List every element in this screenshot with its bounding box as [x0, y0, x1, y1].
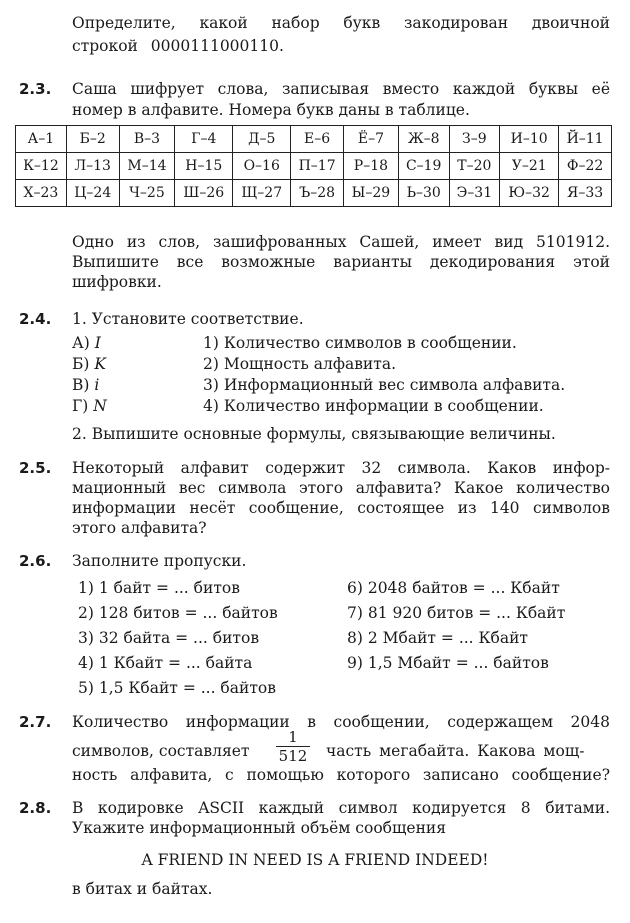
match-left-c [72, 376, 99, 394]
table-cell: Ъ–28 [291, 180, 344, 207]
table-cell: К–12 [16, 153, 67, 180]
table-cell: Я–33 [559, 180, 612, 207]
match-symbol: K [94, 355, 106, 373]
table-cell: Ц–24 [66, 180, 119, 207]
table-cell: Ы–29 [343, 180, 398, 207]
problem-number-2-8: 2.8. [19, 799, 52, 817]
problem-2-5-line-3: информации несёт сообщение, состоящее из 140 символов [72, 499, 610, 517]
problem-number-2-4: 2.4. [19, 310, 52, 328]
intro-line-1: Определите, какой набор букв закодирован двоичной [72, 14, 610, 32]
fraction-numerator: 1 [276, 729, 310, 747]
match-left-a [72, 334, 101, 352]
table-cell: Б–2 [66, 126, 119, 153]
table-cell: Х–23 [16, 180, 67, 207]
table-cell: Ь–30 [398, 180, 449, 207]
alphabet-table [15, 125, 612, 207]
table-cell: О–16 [233, 153, 291, 180]
problem-2-3-after-1: Одно из слов, зашифрованных Сашей, имеет вид 5101912. [72, 233, 610, 251]
table-cell: Р–18 [343, 153, 398, 180]
table-cell: П–17 [291, 153, 344, 180]
fill-item-6: 6) 2048 байтов = ... Кбайт [347, 579, 560, 597]
problem-2-3-after-2: Выпишите все возможные варианты декодирования этой [72, 253, 610, 271]
fill-item-2: 2) 128 битов = ... байтов [78, 604, 278, 622]
table-row [16, 126, 612, 153]
problem-number-2-5: 2.5. [19, 459, 52, 477]
problem-number-2-6: 2.6. [19, 552, 52, 570]
fill-item-9: 9) 1,5 Мбайт = ... байтов [347, 654, 549, 672]
table-cell: Ж–8 [398, 126, 449, 153]
match-symbol: i [94, 376, 100, 394]
match-symbol: I [94, 334, 101, 352]
fill-item-8: 8) 2 Мбайт = ... Кбайт [347, 629, 528, 647]
table-cell: Э–31 [449, 180, 500, 207]
table-cell: Л–13 [66, 153, 119, 180]
table-cell: У–21 [500, 153, 559, 180]
quote-message: A FRIEND IN NEED IS A FRIEND INDEED! [141, 851, 489, 869]
table-cell: С–19 [398, 153, 449, 180]
problem-2-7-line-2a: символов, составляет [72, 742, 250, 760]
problem-2-5-line-2: мационный вес символа этого алфавита? Какое количество [72, 479, 610, 497]
problem-2-3-line-2: номер в алфавите. Номера букв даны в таблице. [72, 101, 470, 119]
problem-2-8-line-2: Укажите информационный объём сообщения [72, 819, 447, 837]
fill-item-3: 3) 32 байта = ... битов [78, 629, 260, 647]
table-cell: Ч–25 [119, 180, 175, 207]
match-label: Б) [72, 355, 90, 373]
table-cell: Д–5 [233, 126, 291, 153]
match-right-1: 1) Количество символов в сообщении. [203, 334, 517, 352]
problem-2-7-line-3: ность алфавита, с помощью которого записано сообщение? [72, 766, 610, 784]
match-right-2: 2) Мощность алфавита. [203, 355, 396, 373]
table-cell: Н–15 [175, 153, 233, 180]
match-left-b [72, 355, 106, 373]
table-cell: Г–4 [175, 126, 233, 153]
problem-2-5-line-4: этого алфавита? [72, 519, 207, 537]
table-cell: В–3 [119, 126, 175, 153]
table-cell: Ю–32 [500, 180, 559, 207]
problem-2-7-line-1: Количество информации в сообщении, содержащем 2048 [72, 713, 610, 731]
match-right-3: 3) Информационный вес символа алфавита. [203, 376, 566, 394]
fraction [276, 729, 310, 765]
table-cell: Ф–22 [559, 153, 612, 180]
table-cell: М–14 [119, 153, 175, 180]
problem-2-5-line-1: Некоторый алфавит содержит 32 символа. Каков инфор- [72, 459, 610, 477]
problem-2-3-line-1: Саша шифрует слова, записывая вместо каждой буквы её [72, 80, 610, 98]
match-left-d [72, 397, 107, 415]
match-symbol: N [93, 397, 107, 415]
fill-item-4: 4) 1 Кбайт = ... байта [78, 654, 253, 672]
table-row [16, 180, 612, 207]
problem-number-2-3: 2.3. [19, 80, 52, 98]
fill-item-7: 7) 81 920 битов = ... Кбайт [347, 604, 566, 622]
table-cell: И–10 [500, 126, 559, 153]
match-label: Г) [72, 397, 89, 415]
match-right-4: 4) Количество информации в сообщении. [203, 397, 544, 415]
fill-item-1: 1) 1 байт = ... битов [78, 579, 240, 597]
problem-2-6-title: Заполните пропуски. [72, 552, 247, 570]
problem-2-8-line-3: в битах и байтах. [72, 880, 213, 898]
table-cell: Е–6 [291, 126, 344, 153]
table-cell: З–9 [449, 126, 500, 153]
fraction-denominator: 512 [278, 747, 308, 765]
table-cell: Т–20 [449, 153, 500, 180]
problem-2-7-line-2b: часть мегабайта. Какова мощ- [326, 742, 585, 760]
table-row [16, 153, 612, 180]
intro-line-2: строкой 0000111000110. [72, 37, 284, 55]
problem-2-3-after-3: шифровки. [72, 273, 162, 291]
table-cell: Ё–7 [343, 126, 398, 153]
table-cell: Й–11 [559, 126, 612, 153]
problem-number-2-7: 2.7. [19, 713, 52, 731]
table-cell: А–1 [16, 126, 67, 153]
fill-item-5: 5) 1,5 Кбайт = ... байтов [78, 679, 276, 697]
problem-2-4-task-1: 1. Установите соответствие. [72, 310, 304, 328]
problem-2-8-line-1: В кодировке ASCII каждый символ кодируется 8 битами. [72, 799, 610, 817]
problem-2-4-task-2: 2. Выпишите основные формулы, связывающие величины. [72, 425, 556, 443]
match-label: А) [72, 334, 90, 352]
table-cell: Щ–27 [233, 180, 291, 207]
match-label: В) [72, 376, 90, 394]
table-cell: Ш–26 [175, 180, 233, 207]
